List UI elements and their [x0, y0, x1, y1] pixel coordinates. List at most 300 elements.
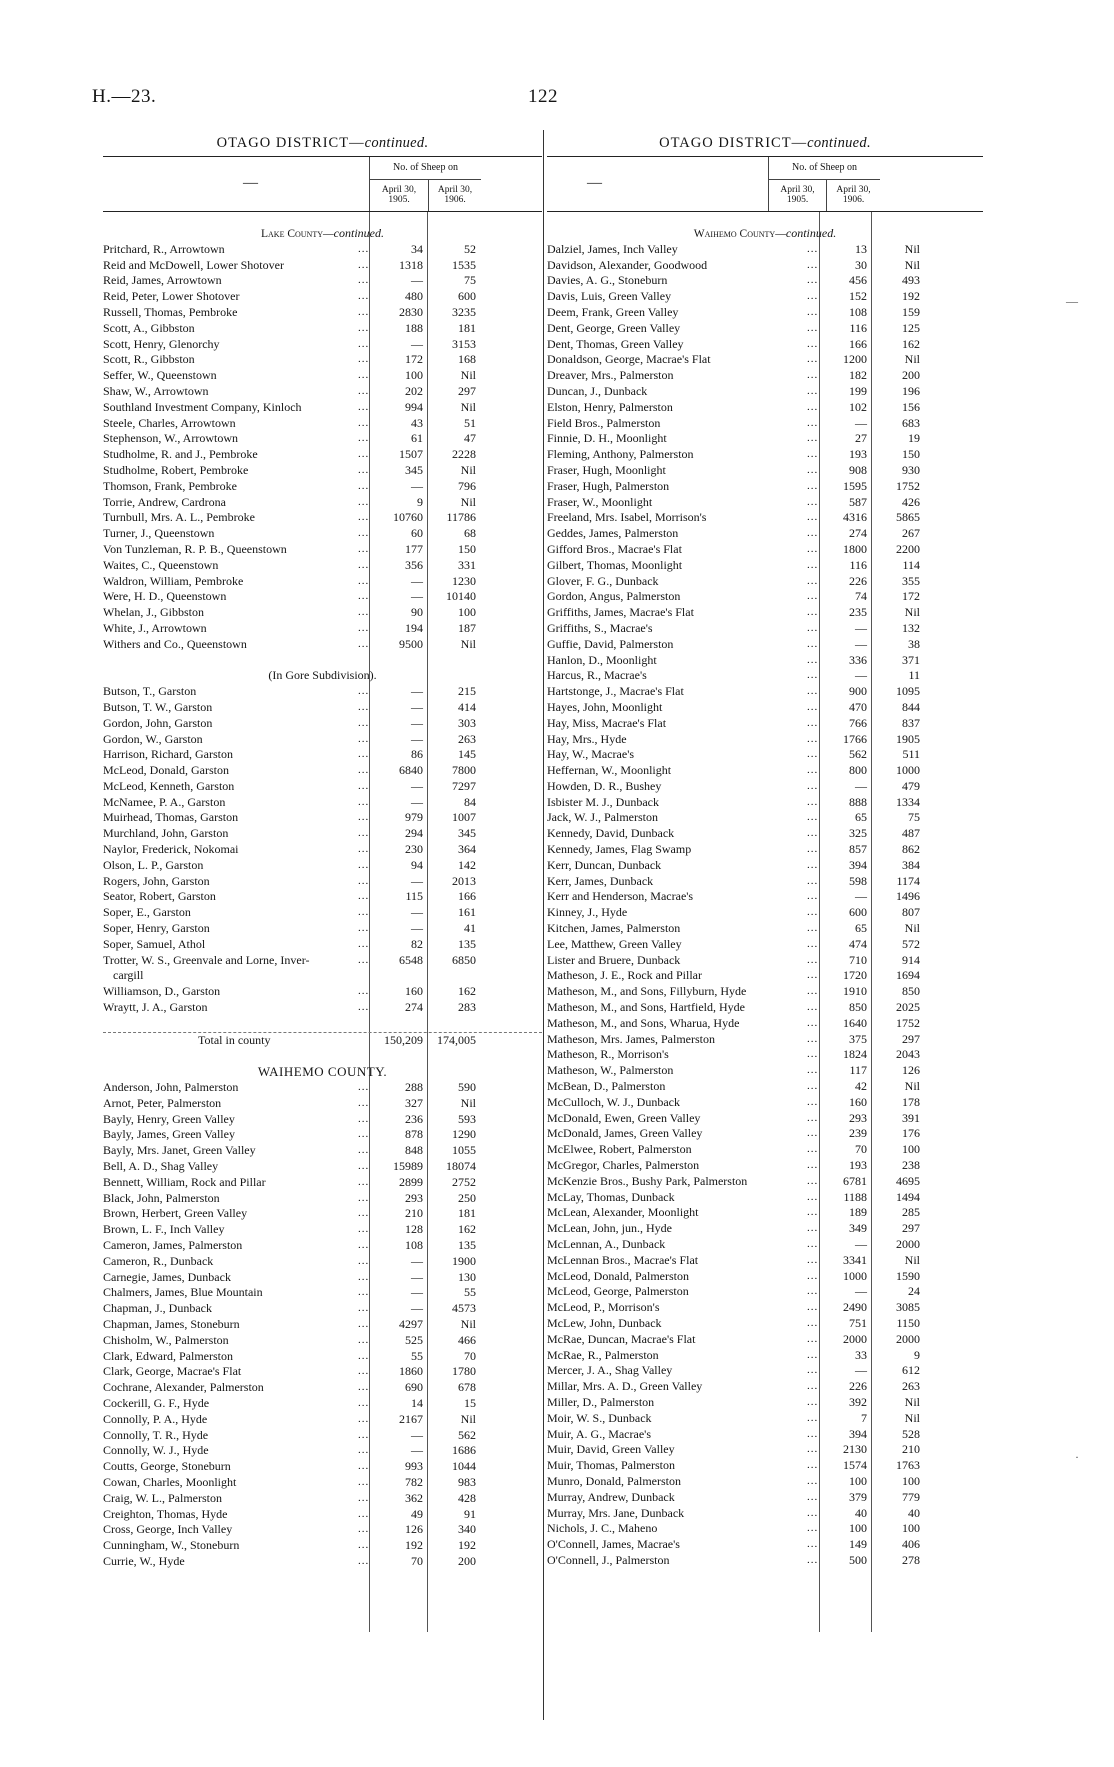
dot-leader: ... — [358, 290, 370, 303]
table-row — [547, 1237, 983, 1253]
dot-leader: ... — [807, 811, 819, 824]
sheep-1906: 837 — [902, 715, 920, 730]
table-row — [103, 289, 542, 305]
table-row — [547, 1063, 983, 1079]
table-row — [103, 795, 542, 811]
owner-name: McDonald, Ewen, Green Valley — [547, 1110, 701, 1125]
sheep-1906: 19 — [908, 431, 920, 446]
sheep-1905: 172 — [405, 352, 423, 367]
table-row — [547, 352, 983, 368]
sheep-1905: 850 — [849, 1000, 867, 1015]
table-row — [547, 716, 983, 732]
dot-leader: ... — [358, 416, 370, 429]
left-header-group-label: No. of Sheep on — [370, 157, 481, 180]
table-row — [547, 621, 983, 637]
dot-leader: ... — [358, 321, 370, 334]
table-row — [547, 1000, 983, 1016]
sheep-1906: 150 — [458, 541, 476, 556]
table-row — [103, 1443, 542, 1459]
table-row — [547, 763, 983, 779]
sheep-1905: 2130 — [843, 1442, 867, 1457]
sheep-1905: 456 — [849, 273, 867, 288]
dot-leader: ... — [807, 416, 819, 429]
table-row — [547, 321, 983, 337]
sheep-1905: 1318 — [399, 257, 423, 272]
table-row — [103, 558, 542, 574]
left-header-dash: — — [243, 175, 258, 191]
sheep-1905: — — [411, 684, 423, 699]
sheep-1906: 1905 — [896, 731, 920, 746]
sheep-1905: 888 — [849, 794, 867, 809]
sheep-1905: 751 — [849, 1315, 867, 1330]
dot-leader: ... — [807, 590, 819, 603]
table-row — [103, 1475, 542, 1491]
dot-leader: ... — [358, 574, 370, 587]
owner-name: Anderson, John, Palmerston — [103, 1080, 239, 1095]
sheep-1905: 274 — [849, 526, 867, 541]
dot-leader: ... — [807, 843, 819, 856]
sheep-1905: — — [411, 273, 423, 288]
left-column — [103, 130, 542, 1632]
dot-leader: ... — [807, 1111, 819, 1124]
sheep-1906: 3235 — [452, 304, 476, 319]
owner-name: Coutts, George, Stoneburn — [103, 1459, 231, 1474]
margin-mark: — — [1066, 294, 1078, 308]
sheep-1905: 474 — [849, 936, 867, 951]
owner-name: Cameron, R., Dunback — [103, 1253, 214, 1268]
owner-name: Murray, Andrew, Dunback — [547, 1489, 675, 1504]
table-row — [547, 305, 983, 321]
dot-leader: ... — [358, 1239, 370, 1251]
table-row — [103, 1112, 542, 1128]
sheep-1905: — — [411, 1427, 423, 1442]
column-divider — [543, 130, 544, 1720]
sheep-1906: 150 — [902, 447, 920, 462]
table-row — [103, 937, 542, 953]
owner-name: Harrison, Richard, Garston — [103, 747, 233, 762]
table-row — [103, 905, 542, 921]
table-row — [547, 1174, 983, 1190]
sheep-1905: 2830 — [399, 304, 423, 319]
sheep-1905: 392 — [849, 1394, 867, 1409]
owner-name: Bayly, Mrs. Janet, Green Valley — [103, 1143, 256, 1158]
dot-leader: ... — [358, 953, 370, 966]
owner-name: Guffie, David, Palmerston — [547, 636, 674, 651]
owner-name: Olson, L. P., Garston — [103, 857, 204, 872]
sheep-1905: — — [411, 478, 423, 493]
owner-name: Soper, Samuel, Athol — [103, 936, 206, 951]
owner-name: Moir, W. S., Dunback — [547, 1410, 652, 1425]
sheep-1905: 1640 — [843, 1015, 867, 1030]
owner-name: Muir, David, Green Valley — [547, 1442, 675, 1457]
sheep-1906: Nil — [904, 1079, 920, 1094]
owner-name: Matheson, W., Palmerston — [547, 1063, 674, 1078]
owner-name: Dent, George, Green Valley — [547, 320, 681, 335]
section-heading-cont: —continued. — [775, 226, 837, 240]
dot-leader: ... — [358, 1317, 370, 1330]
dot-leader: ... — [807, 1159, 819, 1172]
sheep-1905: 293 — [405, 1190, 423, 1205]
table-row — [547, 1458, 983, 1474]
section-heading-label: Lake County — [260, 228, 323, 240]
table-row — [103, 763, 542, 779]
sheep-1906: 41 — [464, 921, 476, 936]
sheep-1906: 24 — [908, 1284, 920, 1299]
table-row — [103, 258, 542, 274]
owner-name: Seator, Robert, Garston — [103, 889, 216, 904]
table-row — [547, 1079, 983, 1095]
sheep-1906: 1174 — [896, 873, 920, 888]
sheep-1906: 2043 — [896, 1047, 920, 1062]
table-row — [103, 1364, 542, 1380]
sheep-1905: — — [855, 668, 867, 683]
sheep-1905: 230 — [405, 842, 423, 857]
owner-name: Geddes, James, Palmerston — [547, 526, 679, 541]
sheep-1906: 7800 — [452, 763, 476, 778]
table-row — [547, 826, 983, 842]
dot-leader: ... — [807, 1064, 819, 1077]
sheep-1906: 100 — [902, 1521, 920, 1536]
sheep-1906: 479 — [902, 778, 920, 793]
dot-leader: ... — [358, 606, 370, 619]
dot-leader: ... — [807, 511, 819, 524]
sheep-1906: 930 — [902, 462, 920, 477]
section-heading — [547, 226, 983, 242]
owner-name: Turnbull, Mrs. A. L., Pembroke — [103, 510, 255, 525]
sheep-1905: 202 — [405, 383, 423, 398]
sheep-1905: 525 — [405, 1332, 423, 1347]
sheep-1905: 236 — [405, 1111, 423, 1126]
table-row — [103, 242, 542, 258]
dot-leader: ... — [807, 606, 819, 619]
sheep-1906: 340 — [458, 1522, 476, 1537]
sheep-1906: 796 — [458, 478, 476, 493]
table-row — [103, 384, 542, 400]
sheep-1906: 1095 — [896, 684, 920, 699]
owner-name: Harcus, R., Macrae's — [547, 668, 647, 683]
owner-name: Hay, Mrs., Hyde — [547, 731, 627, 746]
table-row — [547, 1190, 983, 1206]
sheep-1906: Nil — [904, 921, 920, 936]
owner-name: Currie, W., Hyde — [103, 1553, 185, 1568]
table-row — [547, 1442, 983, 1458]
dot-leader: ... — [358, 258, 370, 271]
dot-leader: ... — [807, 448, 819, 461]
sheep-1906: 1230 — [452, 573, 476, 588]
sheep-1906: 1590 — [896, 1268, 920, 1283]
county-heading: WAIHEMO COUNTY. — [257, 1064, 388, 1080]
sheep-1906: 1334 — [896, 794, 920, 809]
table-row — [547, 1537, 983, 1553]
sheep-1905: 152 — [849, 289, 867, 304]
left-header-group — [369, 157, 481, 211]
table-row — [103, 968, 542, 984]
table-row — [103, 716, 542, 732]
table-row — [547, 1427, 983, 1443]
sheep-1905: 2490 — [843, 1300, 867, 1315]
sheep-1905: 979 — [405, 810, 423, 825]
table-row — [547, 905, 983, 921]
owner-name: Cross, George, Inch Valley — [103, 1522, 233, 1537]
sheep-1906: Nil — [460, 368, 476, 383]
dot-leader: ... — [358, 1128, 370, 1141]
owner-name: Chalmers, James, Blue Mountain — [103, 1285, 263, 1300]
owner-name: Matheson, Mrs. James, Palmerston — [547, 1031, 715, 1046]
owner-name: Southland Investment Company, Kinloch — [103, 399, 302, 414]
sheep-1906: 159 — [902, 304, 920, 319]
total-1905: 150,209 — [384, 1032, 423, 1047]
sheep-1906: 371 — [902, 652, 920, 667]
total-label: Total in county — [198, 1032, 271, 1047]
sheep-1906: 593 — [458, 1111, 476, 1126]
dot-leader: ... — [358, 795, 370, 808]
owner-name: Duncan, J., Dunback — [547, 383, 648, 398]
sheep-1906: Nil — [904, 1410, 920, 1425]
owner-name: Fraser, W., Moonlight — [547, 494, 653, 509]
sheep-1906: Nil — [460, 462, 476, 477]
sheep-1906: 100 — [902, 1473, 920, 1488]
dot-leader: ... — [358, 922, 370, 935]
dot-leader: ... — [807, 1143, 819, 1156]
owner-name: Carnegie, James, Dunback — [103, 1269, 231, 1284]
owner-name: Brown, Herbert, Green Valley — [103, 1206, 248, 1221]
dot-leader: ... — [807, 274, 819, 287]
sheep-1905: 126 — [405, 1522, 423, 1537]
dot-leader: ... — [358, 716, 370, 729]
sheep-1906: 11 — [908, 668, 920, 683]
sheep-1906: 983 — [458, 1474, 476, 1489]
dot-leader: ... — [807, 937, 819, 950]
owner-name: Reid, James, Arrowtown — [103, 273, 222, 288]
sheep-1906: 285 — [902, 1205, 920, 1220]
sheep-1905: 598 — [849, 873, 867, 888]
sheep-1905: 116 — [849, 557, 867, 572]
dot-leader: ... — [358, 637, 370, 650]
dot-leader: ... — [358, 937, 370, 950]
sheep-1906: 162 — [458, 1222, 476, 1237]
dot-leader: ... — [358, 1254, 370, 1267]
sheep-1906: 52 — [464, 241, 476, 256]
dot-leader: ... — [807, 795, 819, 808]
dot-leader: ... — [807, 1332, 819, 1345]
owner-name: Hay, W., Macrae's — [547, 747, 635, 762]
sheep-1905: 160 — [405, 984, 423, 999]
sheep-1905: 115 — [405, 889, 423, 904]
table-row — [103, 889, 542, 905]
dot-leader: ... — [358, 1001, 370, 1014]
dot-leader: ... — [807, 922, 819, 935]
table-row — [547, 779, 983, 795]
dot-leader: ... — [807, 1253, 819, 1266]
owner-name: Kerr, Duncan, Dunback — [547, 857, 662, 872]
sheep-1905: 108 — [405, 1238, 423, 1252]
owner-name: McLeod, P., Morrison's — [547, 1300, 660, 1315]
sheep-1905: 102 — [849, 399, 867, 414]
table-row — [547, 242, 983, 258]
owner-name: McGregor, Charles, Palmerston — [547, 1158, 700, 1173]
sheep-1905: 189 — [849, 1205, 867, 1220]
dot-leader: ... — [358, 590, 370, 603]
dot-leader: ... — [807, 1348, 819, 1361]
table-row — [103, 400, 542, 416]
sheep-1905: — — [411, 731, 423, 746]
dot-leader: ... — [358, 1554, 370, 1567]
sheep-1905: 293 — [849, 1110, 867, 1125]
owner-name: Davis, Luis, Green Valley — [547, 289, 672, 304]
section-heading-label: Waihemo County — [693, 228, 776, 240]
table-row — [103, 637, 542, 653]
sheep-1905: 1800 — [843, 541, 867, 556]
table-row — [103, 842, 542, 858]
owner-name: McLay, Thomas, Dunback — [547, 1189, 675, 1204]
sheep-1906: 1496 — [896, 889, 920, 904]
table-row — [547, 1553, 983, 1569]
right-header-dash: — — [587, 175, 602, 191]
dot-leader: ... — [807, 321, 819, 334]
dot-leader: ... — [358, 400, 370, 413]
dot-leader: ... — [807, 653, 819, 666]
owner-name: McLean, Alexander, Moonlight — [547, 1205, 699, 1220]
owner-name: Butson, T. W., Garston — [103, 699, 213, 714]
dot-leader: ... — [807, 685, 819, 698]
sheep-1906: 145 — [458, 747, 476, 762]
sheep-1906: 493 — [902, 273, 920, 288]
sheep-1906: 391 — [902, 1110, 920, 1125]
table-row — [103, 542, 542, 558]
dot-leader: ... — [807, 1395, 819, 1408]
sheep-1905: — — [855, 889, 867, 904]
dot-leader: ... — [358, 621, 370, 634]
table-row — [103, 953, 542, 969]
dot-leader: ... — [807, 1048, 819, 1061]
sheep-1906: 406 — [902, 1537, 920, 1552]
sheep-1906: 2000 — [896, 1237, 920, 1251]
sheep-1905: 49 — [411, 1506, 423, 1521]
table-row — [547, 1363, 983, 1379]
page-number: 122 — [528, 86, 558, 107]
owner-name: Munro, Donald, Palmerston — [547, 1473, 681, 1488]
sheep-1906: 130 — [458, 1269, 476, 1284]
dot-leader: ... — [807, 369, 819, 382]
table-row — [103, 447, 542, 463]
sheep-1906: 4573 — [452, 1301, 476, 1316]
sheep-1906: 162 — [458, 984, 476, 999]
sheep-1906: 850 — [902, 984, 920, 999]
owner-name: Withers and Co., Queenstown — [103, 636, 247, 651]
sheep-1905: 128 — [405, 1222, 423, 1237]
owner-name: Davidson, Alexander, Goodwood — [547, 257, 708, 272]
table-row — [547, 1047, 983, 1063]
sheep-1906: 200 — [458, 1553, 476, 1568]
table-row — [103, 1301, 542, 1317]
table-row — [103, 337, 542, 353]
right-header-col-1905: April 30, 1905. — [780, 185, 815, 205]
dot-leader: ... — [807, 1301, 819, 1314]
dot-leader: ... — [358, 1223, 370, 1236]
sheep-1905: 43 — [411, 415, 423, 430]
table-row — [547, 1300, 983, 1316]
sheep-1905: 82 — [411, 936, 423, 951]
sheep-1905: 9500 — [399, 636, 423, 651]
owner-name: Trotter, W. S., Greenvale and Lorne, Inver- — [103, 952, 310, 967]
sheep-1905: 6548 — [399, 952, 423, 967]
sheep-1905: — — [411, 905, 423, 920]
dot-leader: ... — [358, 1191, 370, 1204]
sheep-1906: 250 — [458, 1190, 476, 1205]
page-reference: H.—23. — [92, 86, 157, 107]
owner-name: O'Connell, James, Macrae's — [547, 1537, 680, 1552]
sheep-1905: 94 — [411, 857, 423, 872]
dot-leader: ... — [807, 1411, 819, 1424]
dot-leader: ... — [358, 874, 370, 887]
table-row — [103, 352, 542, 368]
dot-leader: ... — [358, 542, 370, 555]
sheep-1905: 394 — [849, 1426, 867, 1441]
sheep-1906: 10140 — [446, 589, 476, 604]
table-row — [103, 1538, 542, 1554]
sheep-1905: — — [411, 921, 423, 936]
dot-leader: ... — [807, 242, 819, 255]
sheep-1906: 844 — [902, 699, 920, 714]
sheep-1906: 40 — [908, 1505, 920, 1520]
sheep-1906: 47 — [464, 431, 476, 446]
sheep-1905: 1595 — [843, 478, 867, 493]
sheep-1906: 511 — [902, 747, 920, 762]
sheep-1905: 116 — [849, 320, 867, 335]
sheep-1905: 1188 — [843, 1189, 867, 1204]
sheep-1906: 181 — [458, 1206, 476, 1221]
sheep-1906: 68 — [464, 526, 476, 541]
table-row — [547, 1142, 983, 1158]
dot-leader: ... — [807, 479, 819, 492]
sheep-1906: 3153 — [452, 336, 476, 351]
owner-name: Scott, R., Gibbston — [103, 352, 195, 367]
table-row — [547, 968, 983, 984]
sheep-1905: 74 — [855, 589, 867, 604]
sheep-1906: 168 — [458, 352, 476, 367]
dot-leader: ... — [358, 1270, 370, 1283]
owner-name: Murray, Mrs. Jane, Dunback — [547, 1505, 685, 1520]
dot-leader: ... — [358, 558, 370, 571]
owner-name: Muir, Thomas, Palmerston — [547, 1458, 675, 1473]
sheep-1906: 428 — [458, 1490, 476, 1505]
owner-name: Russell, Thomas, Pembroke — [103, 304, 238, 319]
dot-leader: ... — [358, 1096, 370, 1109]
owner-name: McLennan Bros., Macrae's Flat — [547, 1252, 699, 1267]
table-row — [103, 368, 542, 384]
table-row — [547, 574, 983, 590]
owner-name: McLeod, Donald, Garston — [103, 763, 229, 778]
table-row — [103, 495, 542, 511]
dot-leader: ... — [358, 748, 370, 761]
sheep-1905: 6840 — [399, 763, 423, 778]
dot-leader: ... — [358, 511, 370, 524]
sheep-1905: — — [855, 1237, 867, 1251]
sheep-1906: Nil — [904, 1394, 920, 1409]
owner-name: Turner, J., Queenstown — [103, 526, 215, 541]
sheep-1906: 91 — [464, 1506, 476, 1521]
table-row — [547, 747, 983, 763]
sheep-1905: — — [411, 1301, 423, 1316]
owner-name: McCulloch, W. J., Dunback — [547, 1094, 680, 1109]
table-row — [103, 1349, 542, 1365]
sheep-1905: 1507 — [399, 447, 423, 462]
sheep-1906: 345 — [458, 826, 476, 841]
sheep-1905: 1860 — [399, 1364, 423, 1379]
owner-name: McNamee, P. A., Garston — [103, 794, 226, 809]
sheep-1906: 84 — [464, 794, 476, 809]
sheep-1906: 1686 — [452, 1443, 476, 1458]
